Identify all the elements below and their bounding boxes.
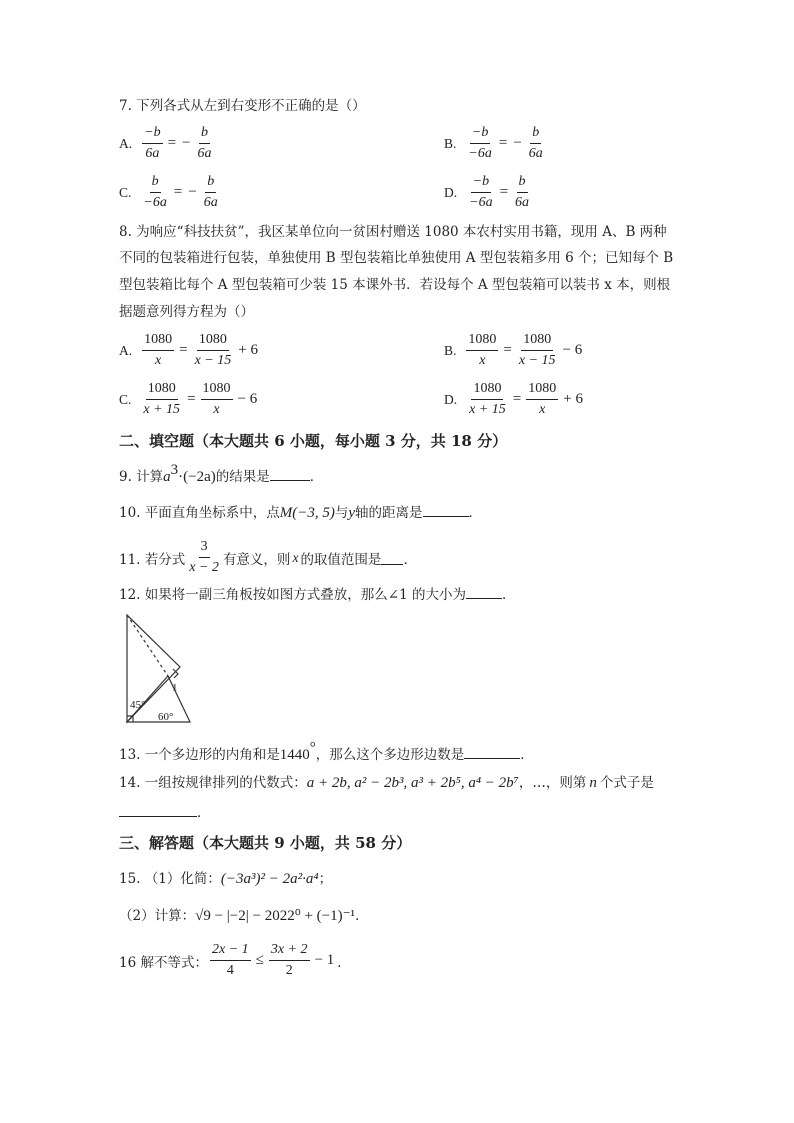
- q7-option-a[interactable]: A. $\frac{-b}{6a}$ = − $\frac{b}{6a}$: [119, 125, 212, 161]
- fraction: $\frac{1080}{x - 15}$: [194, 332, 232, 368]
- fraction: $\frac{1080}{x}$: [528, 381, 557, 417]
- fraction: $\frac{1080}{x}$: [468, 332, 497, 368]
- fraction: $\frac{-b}{-6a}$: [468, 125, 492, 161]
- option-label: C.: [119, 391, 132, 407]
- answer-blank[interactable]: [119, 802, 197, 817]
- q11: 11. 若分式 $\frac{3}{x - 2}$ 有意义，则 x 的取值范围是 ．: [119, 539, 417, 575]
- option-label: C.: [119, 184, 132, 200]
- fraction: $\frac{3x + 2}{2}$: [270, 942, 308, 978]
- option-label: B.: [444, 135, 457, 151]
- triangle-set-squares-figure: [118, 612, 198, 728]
- section-heading-fill-in: 二、填空题（本大题共 6 小题，每小题 3 分，共 18 分）: [119, 432, 508, 450]
- section-heading-solve: 三、解答题（本大题共 9 小题，共 58 分）: [119, 834, 412, 852]
- fraction: $\frac{2x - 1}{4}$: [211, 942, 249, 978]
- q8-stem-line2: 不同的包装箱进行包装，单独使用 B 型包装箱比单独使用 A 型包装箱多用 6 个；已知每个 B: [119, 250, 674, 266]
- q8-option-d[interactable]: D. $\frac{1080}{x + 15}$ = $\frac{1080}{x}$ + 6: [444, 381, 583, 417]
- answer-blank[interactable]: [464, 744, 520, 759]
- option-label: A.: [119, 342, 133, 358]
- q15-part2: （2）计算：√9 − |−2| − 2022⁰ + (−1)⁻¹．: [119, 908, 369, 924]
- q10: 10. 平面直角坐标系中，点M(−3, 5)与y轴的距离是 ．: [119, 502, 482, 522]
- fraction: $\frac{-b}{6a}$: [144, 125, 161, 161]
- q8-stem-line1: 8. 为响应“科技扶贫”，我区某单位向一贫困村赠送 1080 本农村实用书籍，现用 A、B 两种: [119, 224, 667, 240]
- q14-answer: ．: [119, 802, 211, 822]
- option-label: A.: [119, 135, 133, 151]
- fraction: $\frac{1080}{x + 15}$: [469, 381, 506, 417]
- fraction: $\frac{b}{6a}$: [528, 125, 543, 161]
- answer-blank[interactable]: [466, 584, 502, 599]
- answer-blank[interactable]: [270, 466, 310, 481]
- q13: 13. 一个多边形的内角和是1440°，那么这个多边形边数是 ．: [119, 740, 534, 763]
- fraction: $\frac{b}{6a}$: [197, 125, 212, 161]
- option-label: B.: [444, 342, 457, 358]
- fraction: $\frac{1080}{x}$: [144, 332, 173, 368]
- q15-part1: 15. （1）化简：(−3a³)² − 2a²·a⁴；: [119, 871, 333, 887]
- fraction: $\frac{1080}{x}$: [202, 381, 231, 417]
- q8-option-b[interactable]: B. $\frac{1080}{x}$ = $\frac{1080}{x - 15}$ − 6: [444, 332, 583, 368]
- q7-option-b[interactable]: B. $\frac{-b}{-6a}$ = − $\frac{b}{6a}$: [444, 125, 543, 161]
- fraction: $\frac{b}{6a}$: [203, 174, 218, 210]
- fraction: $\frac{3}{x - 2}$: [189, 539, 219, 575]
- option-label: D.: [444, 184, 458, 200]
- q12: 12. 如果将一副三角板按如图方式叠放，那么∠1 的大小为 ．: [119, 584, 515, 604]
- q14: 14. 一组按规律排列的代数式：a + 2b, a² − 2b³, a³ + 2b⁵, a⁴ − 2b⁷，…，则第 n 个式子是: [119, 775, 654, 791]
- fraction: $\frac{b}{6a}$: [515, 174, 530, 210]
- q16: 16 解不等式： $\frac{2x - 1}{4}$ ≤ $\frac{3x + 2}{2}$ − 1 ．: [119, 942, 351, 978]
- q7-option-c[interactable]: C. $\frac{b}{-6a}$ = − $\frac{b}{6a}$: [119, 174, 218, 210]
- answer-blank[interactable]: [381, 550, 403, 565]
- fraction: $\frac{b}{-6a}$: [143, 174, 167, 210]
- fraction: $\frac{-b}{-6a}$: [469, 174, 493, 210]
- fraction: $\frac{1080}{x - 15}$: [518, 332, 556, 368]
- angle-1-label: 1: [172, 682, 178, 694]
- q8-stem-line3: 型包装箱比每个 A 型包装箱可少装 15 本课外书．若设每个 A 型包装箱可以装书 x 本，则根: [119, 277, 671, 293]
- q8-option-c[interactable]: C. $\frac{1080}{x + 15}$ = $\frac{1080}{x}$ − 6: [119, 381, 258, 417]
- q8-option-a[interactable]: A. $\frac{1080}{x}$ = $\frac{1080}{x - 15}$ + 6: [119, 332, 258, 368]
- q7-stem: 7. 下列各式从左到右变形不正确的是（）: [119, 98, 366, 114]
- option-label: D.: [444, 391, 458, 407]
- dashed-line: [127, 615, 168, 676]
- angle-60-label: 60°: [158, 711, 174, 723]
- q8-stem-line4: 据题意列得方程为（）: [119, 304, 254, 320]
- fraction: $\frac{1080}{x + 15}$: [143, 381, 181, 417]
- angle-45-label: 45°: [130, 699, 146, 711]
- q9: 9. 计算$a^3\cdot(-2a)$的结果是 ．: [119, 462, 324, 485]
- q7-option-d[interactable]: D. $\frac{-b}{-6a}$ = $\frac{b}{6a}$: [444, 174, 530, 210]
- answer-blank[interactable]: [423, 502, 469, 517]
